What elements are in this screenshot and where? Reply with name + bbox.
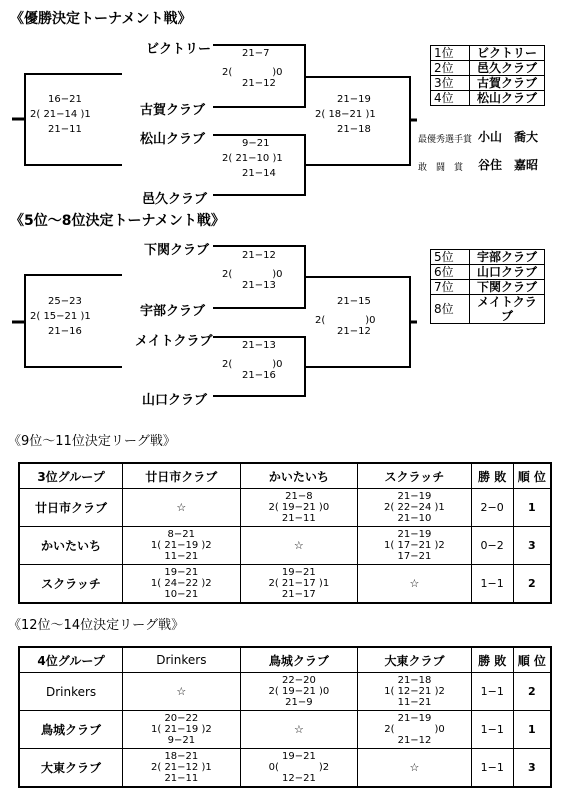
row-team-name: Drinkers: [19, 673, 123, 711]
match-cell: 19−21 1( 24−22 )2 10−21: [123, 565, 241, 603]
self-match-cell: ☆: [358, 565, 472, 603]
column-header: 鳥城クラブ: [240, 647, 358, 673]
team-ube: 宇部クラブ: [140, 304, 206, 319]
table-row: [19, 673, 551, 711]
section-title-5th-8th: 《5位〜8位決定トーナメント戦》: [10, 213, 225, 229]
win-loss-value: 1−1: [471, 749, 513, 787]
self-match-cell: ☆: [123, 673, 241, 711]
ranking-5th-8th-table: [430, 249, 545, 324]
rank-value: 2: [513, 673, 551, 711]
league-table-12th-14th: [18, 646, 552, 788]
row-team-name: 廿日市クラブ: [19, 489, 123, 527]
win-loss-header: 勝 敗: [471, 463, 513, 489]
score-line: 2( 21−10 )1: [222, 153, 283, 164]
column-header: Drinkers: [123, 647, 241, 673]
group-header: 3位グループ: [19, 463, 123, 489]
team-name: 下関クラブ: [470, 280, 545, 295]
score-line: 21−12: [337, 326, 371, 337]
win-loss-value: 1−1: [471, 565, 513, 603]
team-matsuyama: 松山クラブ: [140, 132, 206, 147]
table-row: [19, 527, 551, 565]
section-title-9th-11th: 《9位〜11位決定リーグ戦》: [8, 434, 176, 449]
award-mvp-name: 小山 喬大: [478, 130, 539, 144]
column-header: スクラッチ: [358, 463, 472, 489]
score-line: 21−12: [242, 78, 276, 89]
column-header: 廿日市クラブ: [123, 463, 241, 489]
score-line: 21−13: [242, 340, 276, 351]
win-loss-value: 1−1: [471, 711, 513, 749]
place: 5位: [431, 250, 470, 265]
column-header: 大東クラブ: [358, 647, 472, 673]
match-cell: 21−19 2( 22−24 )1 21−10: [358, 489, 472, 527]
match-cell: 21−19 1( 17−21 )2 17−21: [358, 527, 472, 565]
row-team-name: かいたいち: [19, 527, 123, 565]
rank-value: 1: [513, 489, 551, 527]
place: 7位: [431, 280, 470, 295]
match-cell: 8−21 1( 21−19 )2 11−21: [123, 527, 241, 565]
score-line: 21−14: [242, 168, 276, 179]
team-mate: メイトクラブ: [135, 334, 213, 349]
score-line: 21−16: [242, 370, 276, 381]
score-line: 21−11: [48, 124, 82, 135]
league-table-9th-11th: [18, 462, 552, 604]
rank-header: 順 位: [513, 463, 551, 489]
team-name: 宇部クラブ: [470, 250, 545, 265]
self-match-cell: ☆: [123, 489, 241, 527]
team-victory: ビクトリー: [146, 42, 212, 57]
score-line: 2( )0: [222, 67, 283, 78]
score-line: 2( 18−21 )1: [315, 109, 376, 120]
score-line: 2( )0: [315, 315, 376, 326]
row-team-name: スクラッチ: [19, 565, 123, 603]
rank-value: 2: [513, 565, 551, 603]
rank-header: 順 位: [513, 647, 551, 673]
row-team-name: 鳥城クラブ: [19, 711, 123, 749]
score-line: 21−16: [48, 326, 82, 337]
score-line: 16−21: [48, 94, 82, 105]
match-cell: 21−8 2( 19−21 )0 21−11: [240, 489, 358, 527]
rank-value: 1: [513, 711, 551, 749]
match-cell: 20−22 1( 21−19 )2 9−21: [123, 711, 241, 749]
place: 2位: [431, 61, 470, 76]
award-mvp-label: 最優秀選手賞: [418, 135, 473, 145]
score-line: 9−21: [242, 138, 270, 149]
award-fighting-spirit-label: 敢 闘 賞: [418, 163, 464, 173]
rank-value: 3: [513, 749, 551, 787]
team-shimonoseki: 下関クラブ: [144, 243, 210, 258]
match-cell: 21−19 2( )0 21−12: [358, 711, 472, 749]
score-line: 2( )0: [222, 359, 283, 370]
group-header: 4位グループ: [19, 647, 123, 673]
final-ranking-table: [430, 45, 545, 106]
team-name: メイトクラブ: [470, 295, 545, 324]
team-name: 古賀クラブ: [470, 76, 545, 91]
table-row: [19, 489, 551, 527]
section-title-12th-14th: 《12位〜14位決定リーグ戦》: [8, 618, 185, 633]
row-team-name: 大東クラブ: [19, 749, 123, 787]
table-row: [19, 711, 551, 749]
place: 6位: [431, 265, 470, 280]
self-match-cell: ☆: [240, 711, 358, 749]
team-oku: 邑久クラブ: [142, 192, 208, 207]
rank-value: 3: [513, 527, 551, 565]
score-line: 21−7: [242, 48, 270, 59]
team-name: 邑久クラブ: [470, 61, 545, 76]
team-name: ビクトリー: [470, 46, 545, 61]
award-fighting-spirit-name: 谷住 嘉昭: [478, 158, 539, 172]
score-line: 21−13: [242, 280, 276, 291]
win-loss-value: 1−1: [471, 673, 513, 711]
place: 3位: [431, 76, 470, 91]
column-header: かいたいち: [240, 463, 358, 489]
score-line: 2( )0: [222, 269, 283, 280]
team-yamaguchi: 山口クラブ: [142, 393, 208, 408]
team-name: 松山クラブ: [470, 91, 545, 106]
score-line: 25−23: [48, 296, 82, 307]
table-row: [19, 749, 551, 787]
win-loss-value: 0−2: [471, 527, 513, 565]
self-match-cell: ☆: [358, 749, 472, 787]
match-cell: 19−21 0( )2 12−21: [240, 749, 358, 787]
place: 1位: [431, 46, 470, 61]
score-line: 21−19: [337, 94, 371, 105]
place: 4位: [431, 91, 470, 106]
team-name: 山口クラブ: [470, 265, 545, 280]
match-cell: 22−20 2( 19−21 )0 21−9: [240, 673, 358, 711]
table-row: [19, 565, 551, 603]
score-line: 2( 15−21 )1: [30, 311, 91, 322]
score-line: 21−12: [242, 250, 276, 261]
score-line: 2( 21−14 )1: [30, 109, 91, 120]
match-cell: 21−18 1( 12−21 )2 11−21: [358, 673, 472, 711]
self-match-cell: ☆: [240, 527, 358, 565]
team-koga: 古賀クラブ: [140, 103, 206, 118]
win-loss-header: 勝 敗: [471, 647, 513, 673]
section-title-championship: 《優勝決定トーナメント戦》: [10, 11, 192, 27]
place: 8位: [431, 295, 470, 324]
score-line: 21−15: [337, 296, 371, 307]
match-cell: 19−21 2( 21−17 )1 21−17: [240, 565, 358, 603]
score-line: 21−18: [337, 124, 371, 135]
match-cell: 18−21 2( 21−12 )1 21−11: [123, 749, 241, 787]
win-loss-value: 2−0: [471, 489, 513, 527]
